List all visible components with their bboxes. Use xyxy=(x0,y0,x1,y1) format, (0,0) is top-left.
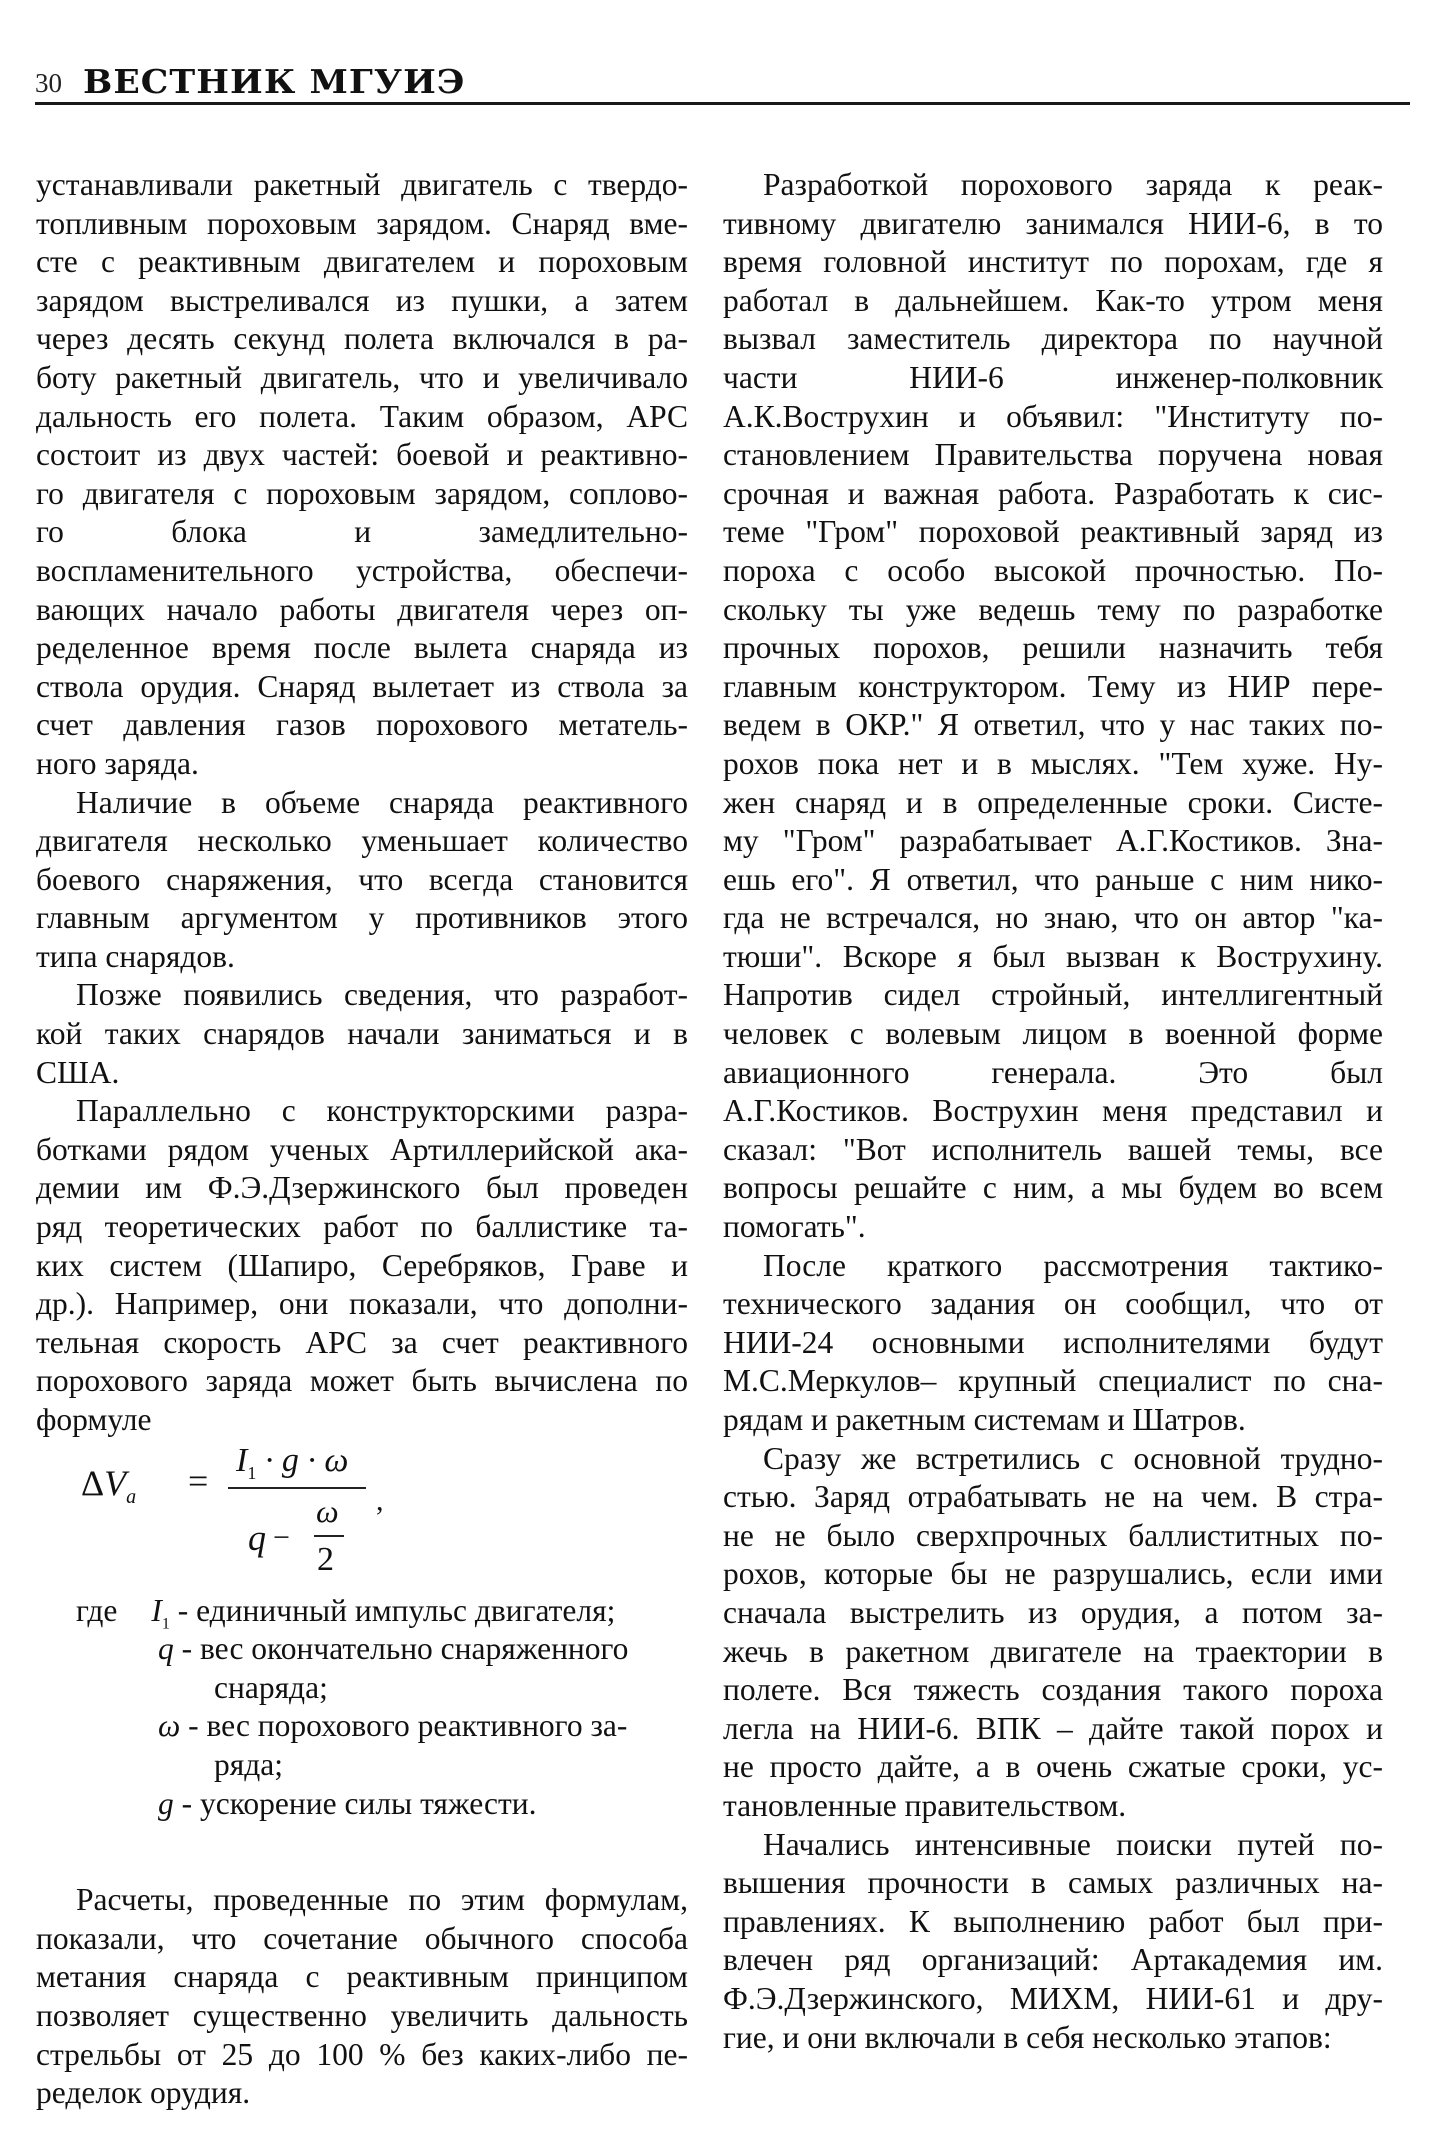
text-line: тельная скорость АРС за счет реактивного xyxy=(36,1324,688,1360)
text-line: ствола орудия. Снаряд вылетает из ствола за xyxy=(36,668,688,704)
text-line: гие, и они включали в себя несколько этапов: xyxy=(723,2019,1332,2055)
paragraph xyxy=(36,976,688,1092)
denominator-q: q xyxy=(248,1517,266,1558)
denominator-two: 2 xyxy=(317,1540,334,1578)
text-line: тюши". Вскоре я был вызван к Вострухину. xyxy=(723,938,1383,974)
text-line: метания снаряда с реактивным принципом xyxy=(36,1959,688,1995)
legend-text: ряда; xyxy=(214,1746,283,1782)
text-line: через десять секунд полета включался в ра- xyxy=(36,321,688,357)
text-line: боту ракетный двигатель, что и увеличивало xyxy=(36,359,688,395)
text-line: сначала выстрелить из орудия, а потом за- xyxy=(723,1594,1383,1630)
text-line: ределенное время после вылета снаряда из xyxy=(36,630,688,666)
legend-subscript: 1 xyxy=(161,1614,170,1632)
paragraph xyxy=(36,1092,688,1439)
legend-text: - вес порохового реактивного за- xyxy=(180,1708,628,1744)
where-label: где xyxy=(76,1592,118,1628)
text-line: двигателя несколько уменьшает количество xyxy=(36,823,688,859)
text-line: главным конструктором. Тему из НИР пере- xyxy=(723,668,1383,704)
text-line: формуле xyxy=(36,1402,152,1437)
text-line: вышения прочности в самых различных на- xyxy=(723,1865,1383,1901)
legend-text: - ускорение силы тяжести. xyxy=(173,1785,537,1821)
text-line: сказал: "Вот исполнитель вашей темы, все xyxy=(723,1131,1383,1167)
paragraph xyxy=(36,1881,688,2113)
text-line: влечен ряд организаций: Артакадемия им. xyxy=(723,1942,1383,1978)
text-line: позволяет существенно увеличить дальность xyxy=(36,1997,688,2033)
right-column xyxy=(723,166,1383,2057)
text-line: скольку ты уже ведешь тему по разработке xyxy=(723,591,1383,627)
text-line: кой таких снарядов начали заниматься и в xyxy=(36,1016,688,1052)
left-column xyxy=(36,166,688,2113)
legend-continuation xyxy=(36,1669,688,1708)
legend-item xyxy=(36,1592,688,1631)
text-line: рохов, которые бы не разрушались, если ими xyxy=(723,1556,1383,1592)
text-line: тановленные правительством. xyxy=(723,1787,1127,1823)
paragraph xyxy=(723,1247,1383,1440)
text-line: не просто дайте, а в очень сжатые сроки, ус- xyxy=(723,1749,1383,1785)
text-line: полете. Вся тяжесть создания такого пороха xyxy=(723,1672,1383,1708)
text-line: авиационного генерала. Это был xyxy=(723,1054,1383,1090)
text-line: срочная и важная работа. Разработать к сис- xyxy=(723,475,1383,511)
text-line: НИИ-24 основными исполнителями будут xyxy=(723,1324,1383,1360)
text-line: вызвал заместитель директора по научной xyxy=(723,321,1383,357)
text-line: пороха с особо высокой прочностью. По- xyxy=(723,552,1383,588)
formula-lhs xyxy=(81,1464,136,1517)
legend-text: - вес окончательно снаряженного xyxy=(173,1631,629,1667)
text-line: части НИИ-6 инженер-полковник xyxy=(723,359,1383,395)
text-line: боевого снаряжения, что всегда становится xyxy=(36,861,688,897)
formula-numerator xyxy=(236,1442,348,1492)
paragraph xyxy=(723,1826,1383,2058)
paragraph xyxy=(723,166,1383,1247)
velocity-formula xyxy=(36,1442,688,1592)
text-line: показали, что сочетание обычного способа xyxy=(36,1920,688,1956)
text-line: человек с волевым лицом в военной форме xyxy=(723,1016,1383,1052)
text-line: время головной институт по порохам, где я xyxy=(723,244,1383,280)
page-number: 30 xyxy=(35,68,62,98)
text-line: помогать". xyxy=(723,1209,866,1245)
header-divider xyxy=(35,102,1410,105)
impulse-subscript: 1 xyxy=(247,1462,257,1483)
text-line: ряд теоретических работ по баллистике та- xyxy=(36,1209,688,1245)
delta-symbol: Δ xyxy=(81,1462,105,1503)
text-line: жечь в ракетном двигателе на траектории в xyxy=(723,1633,1383,1669)
text-line: му "Гром" разрабатывает А.Г.Костиков. Зна- xyxy=(723,823,1383,859)
text-line: Начались интенсивные поиски путей по- xyxy=(763,1826,1383,1862)
legend-symbol: ω xyxy=(158,1708,181,1744)
velocity-variable: V xyxy=(104,1462,127,1503)
spacer xyxy=(36,1823,688,1881)
legend-symbol: q xyxy=(158,1631,174,1667)
legend-symbol: I xyxy=(151,1592,162,1628)
legend-item xyxy=(36,1707,688,1746)
text-line: ешь его". Я ответил, что раньше с ним нико- xyxy=(723,861,1383,897)
text-line: стью. Заряд отрабатывать не на чем. В стра- xyxy=(723,1479,1383,1515)
paragraph xyxy=(723,1440,1383,1826)
velocity-subscript: a xyxy=(126,1485,137,1508)
paragraph xyxy=(36,166,688,784)
text-line: ределок орудия. xyxy=(36,2075,251,2111)
text-line: главным аргументом у противников этого xyxy=(36,900,688,936)
text-line: порохового заряда может быть вычислена по xyxy=(36,1363,688,1399)
legend-continuation xyxy=(36,1746,688,1785)
legend-item xyxy=(36,1785,688,1824)
text-line: не не было сверхпрочных баллиститных по- xyxy=(723,1517,1383,1553)
text-line: прочных порохов, решили назначить тебя xyxy=(723,630,1383,666)
text-line: рохов пока нет и в мыслях. "Тем хуже. Ну- xyxy=(723,745,1383,781)
text-line: жен снаряд и в определенные сроки. Систе- xyxy=(723,784,1383,820)
text-line: Позже появились сведения, что разработ- xyxy=(76,977,688,1013)
text-line: М.С.Меркулов– крупный специалист по сна- xyxy=(723,1363,1383,1399)
denominator-omega: ω xyxy=(316,1492,339,1529)
text-line: демии им Ф.Э.Дзержинского был проведен xyxy=(36,1170,688,1206)
text-line: Ф.Э.Дзержинского, МИХМ, НИИ-61 и дру- xyxy=(723,1980,1383,2016)
text-line: легла на НИИ-6. ВПК – дайте такой порох и xyxy=(723,1710,1383,1746)
text-line: Расчеты, проведенные по этим формулам, xyxy=(76,1882,688,1918)
text-line: го двигателя с пороховым зарядом, соплово- xyxy=(36,475,688,511)
text-line: правлениях. К выполнению работ был при- xyxy=(723,1903,1383,1939)
fraction-bar xyxy=(228,1487,366,1489)
text-line: воспламенительного устройства, обеспечи- xyxy=(36,552,688,588)
text-line: вающих начало работы двигателя через оп- xyxy=(36,591,688,627)
legend-symbol: g xyxy=(158,1785,174,1821)
text-line: становлением Правительства поручена новая xyxy=(723,437,1383,473)
text-line: ботками рядом ученых Артиллерийской ака- xyxy=(36,1131,688,1167)
text-line: счет давления газов порохового метатель- xyxy=(36,707,688,743)
text-line: технического задания он сообщил, что от xyxy=(723,1286,1383,1322)
text-line: Наличие в объеме снаряда реактивного xyxy=(76,784,688,820)
text-line: ведем в ОКР." Я ответил, что у нас таких по- xyxy=(723,707,1383,743)
text-line: стрельбы от 25 до 100 % без каких-либо пе- xyxy=(36,2036,688,2072)
legend-text: снаряда; xyxy=(214,1669,328,1705)
impulse-variable: I xyxy=(236,1441,248,1479)
text-line: зарядом выстреливался из пушки, а затем xyxy=(36,282,688,318)
denominator-minus: − xyxy=(273,1520,290,1554)
text-line: работал в дальнейшем. Как-то утром меня xyxy=(723,282,1383,318)
text-line: США. xyxy=(36,1054,120,1090)
text-line: го блока и замедлительно- xyxy=(36,514,688,550)
text-line: гда не встречался, но знаю, что он автор "ка- xyxy=(723,900,1383,936)
inner-fraction-bar xyxy=(314,1535,344,1537)
legend-text: - единичный импульс двигателя; xyxy=(169,1592,616,1628)
text-line: Разработкой порохового заряда к реак- xyxy=(763,167,1383,202)
text-line: сте с реактивным двигателем и пороховым xyxy=(36,244,688,280)
text-line: Напротив сидел стройный, интеллигентный xyxy=(723,977,1383,1013)
equals-sign: = xyxy=(188,1460,209,1501)
text-line: вопросы решайте с ним, а мы будем во всем xyxy=(723,1170,1383,1206)
text-line: устанавливали ракетный двигатель с твердо- xyxy=(36,167,688,202)
formula-legend xyxy=(36,1592,688,1824)
text-line: дальность его полета. Таким образом, АРС xyxy=(36,398,688,434)
numerator-terms: · g · ω xyxy=(256,1441,349,1479)
text-line: состоит из двух частей: боевой и реактивно- xyxy=(36,437,688,473)
text-line: ного заряда. xyxy=(36,745,199,781)
text-line: типа снарядов. xyxy=(36,938,235,974)
text-line: А.К.Вострухин и объявил: "Институту по- xyxy=(723,398,1383,434)
text-line: ких систем (Шапиро, Серебряков, Граве и xyxy=(36,1247,688,1283)
text-line: А.Г.Костиков. Вострухин меня представил и xyxy=(723,1093,1383,1129)
text-line: топливным пороховым зарядом. Снаряд вме- xyxy=(36,205,688,241)
journal-title: ВЕСТНИК МГУИЭ xyxy=(83,62,466,101)
text-line: теме "Гром" пороховой реактивный заряд из xyxy=(723,514,1383,550)
text-line: Параллельно с конструкторскими разра- xyxy=(76,1093,688,1129)
text-line: тивному двигателю занимался НИИ-6, в то xyxy=(723,205,1383,241)
text-line: Сразу же встретились с основной трудно- xyxy=(763,1440,1383,1476)
paragraph xyxy=(36,784,688,977)
text-line: рядам и ракетным системам и Шатров. xyxy=(723,1402,1246,1437)
legend-item xyxy=(36,1630,688,1669)
text-line: После краткого рассмотрения тактико- xyxy=(763,1247,1383,1283)
formula-comma: , xyxy=(376,1483,384,1517)
text-line: др.). Например, они показали, что дополни- xyxy=(36,1286,688,1322)
